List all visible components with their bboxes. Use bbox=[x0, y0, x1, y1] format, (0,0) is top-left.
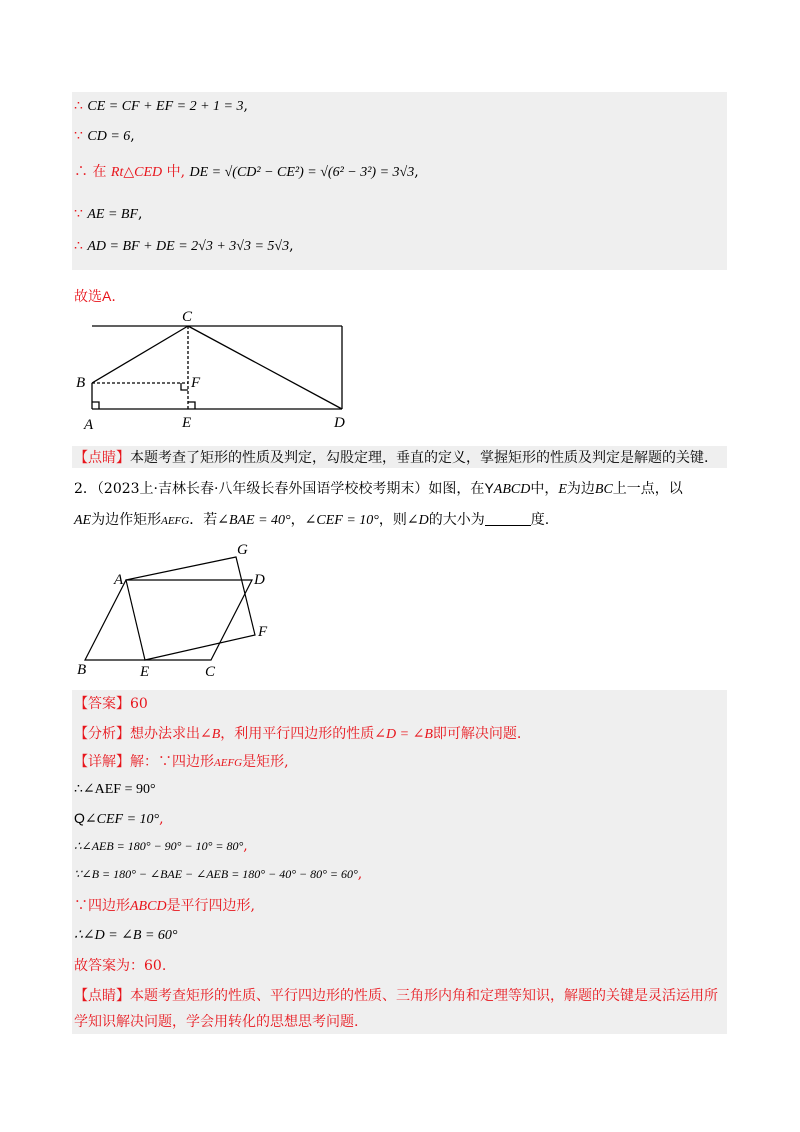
text: 是矩形, bbox=[242, 754, 289, 770]
detail-tag: 【详解】 bbox=[74, 754, 130, 770]
detail-line-3 bbox=[74, 808, 164, 830]
choice-text: 故选 bbox=[74, 289, 102, 305]
triangle-ced: Rt△CED bbox=[110, 165, 163, 180]
text: 上一点，以 bbox=[612, 481, 683, 497]
text: 为边作矩形 bbox=[91, 512, 162, 528]
therefore-symbol: ∴ bbox=[74, 98, 83, 114]
detail-line-7 bbox=[74, 926, 178, 946]
text-zhong: 中, bbox=[166, 164, 186, 180]
review-2-line-1 bbox=[74, 986, 718, 1006]
analysis-line bbox=[74, 724, 521, 745]
final-answer: 故答案为：60. bbox=[74, 958, 167, 974]
answer-value: 60 bbox=[130, 696, 148, 712]
text: 是平行四边形, bbox=[166, 898, 256, 914]
solution-line-1 bbox=[74, 96, 248, 117]
text-zai: 在 bbox=[92, 164, 107, 180]
text: 即可解决问题. bbox=[432, 726, 522, 742]
therefore-symbol: ∴ bbox=[74, 238, 83, 254]
text: 为边 bbox=[566, 481, 595, 497]
angle-cef: ∠CEF = 10° bbox=[84, 812, 160, 827]
detail-line-4 bbox=[74, 836, 248, 856]
answer-blank bbox=[485, 511, 531, 526]
rectangle-aefg bbox=[126, 557, 255, 660]
text: ，则 bbox=[378, 512, 407, 528]
detail-line-1 bbox=[74, 752, 289, 773]
review-tag: 【点睛】 bbox=[74, 988, 130, 1004]
math-angle-b: ∠B bbox=[200, 727, 221, 742]
math-angle-cef: ∠CEF = 10° bbox=[304, 513, 379, 528]
answer-line bbox=[74, 694, 148, 714]
angle-aeb: ∴∠AEB = 180° − 90° − 10° = 80° bbox=[74, 839, 244, 853]
equation-ad: AD = BF + DE = 2√3 + 3√3 = 5√3 bbox=[87, 239, 290, 254]
equation-de: DE = √(CD² − CE²) = √(6² − 3²) = 3√3 bbox=[189, 165, 415, 180]
solution-line-2 bbox=[74, 126, 135, 147]
label-a: A bbox=[114, 572, 124, 588]
solution-line-4 bbox=[74, 204, 142, 225]
math-angle-d: ∠D bbox=[406, 513, 429, 528]
label-e: E bbox=[182, 415, 192, 431]
detail-line-6 bbox=[74, 896, 255, 917]
detail-line-5 bbox=[74, 864, 362, 884]
label-e: E bbox=[140, 664, 150, 680]
review-1 bbox=[74, 448, 708, 468]
text: ，利用平行四边形的性质 bbox=[220, 726, 375, 742]
review-text: 本题考查了矩形的性质及判定，勾股定理，垂直的定义，掌握矩形的性质及判定是解题的关键. bbox=[130, 450, 709, 466]
equation-cd: CD = 6 bbox=[87, 129, 131, 144]
solution-line-3 bbox=[74, 162, 419, 183]
figure-1 bbox=[74, 308, 350, 436]
because-symbol: ∵ bbox=[74, 128, 83, 144]
choice-value: A bbox=[102, 288, 112, 304]
parallelogram-symbol: Y bbox=[484, 480, 494, 496]
punct: , bbox=[289, 238, 294, 254]
review-tag: 【点睛】 bbox=[74, 450, 130, 466]
punct: , bbox=[243, 98, 248, 114]
question-2-line-2 bbox=[74, 510, 549, 531]
equation-ce: CE = CF + EF = 2 + 1 = 3 bbox=[87, 99, 244, 114]
punct: , bbox=[243, 838, 248, 854]
math-ae: AE bbox=[74, 513, 92, 528]
label-d: D bbox=[334, 415, 345, 431]
punct: , bbox=[357, 866, 363, 882]
label-f: F bbox=[191, 375, 201, 391]
math-e: E bbox=[558, 482, 567, 497]
review-text-1: 本题考查矩形的性质、平行四边形的性质、三角形内角和定理等知识，解题的关键是灵活运用所 bbox=[130, 988, 718, 1004]
math-angle-d-eq-b: ∠D = ∠B bbox=[374, 727, 433, 742]
math-aefg: AEFG bbox=[161, 515, 190, 527]
since-symbol: Q bbox=[74, 810, 85, 826]
text: 解：∵四边形 bbox=[130, 754, 214, 770]
equation-ae-bf: AE = BF bbox=[87, 207, 139, 222]
choice-line bbox=[74, 286, 116, 307]
punct: , bbox=[130, 128, 135, 144]
text: ∵四边形 bbox=[74, 898, 130, 914]
question-2-line-1 bbox=[74, 478, 683, 500]
therefore-symbol: ∴ bbox=[74, 164, 88, 180]
detail-line-2 bbox=[74, 780, 156, 800]
label-d: D bbox=[254, 572, 265, 588]
text: 的大小为 bbox=[428, 512, 485, 528]
review-2-line-2 bbox=[74, 1012, 358, 1032]
figure-2 bbox=[74, 540, 284, 680]
punct: , bbox=[138, 206, 143, 222]
figure-1-bg bbox=[74, 310, 348, 434]
punct: . bbox=[111, 289, 116, 305]
detail-line-8 bbox=[74, 956, 166, 976]
parallelogram-abcd bbox=[85, 580, 252, 660]
text: ．若 bbox=[189, 512, 218, 528]
label-c: C bbox=[205, 664, 216, 680]
label-g: G bbox=[237, 542, 248, 558]
answer-tag: 【答案】 bbox=[74, 696, 130, 712]
text: ， bbox=[290, 512, 305, 528]
label-b: B bbox=[77, 662, 87, 678]
solution-line-5 bbox=[74, 236, 294, 257]
math-abcd: ABCD bbox=[130, 899, 167, 914]
angle-aef: ∴∠AEF = 90° bbox=[74, 782, 156, 797]
question-2-intro: 2．（2023上·吉林长春·八年级长春外国语学校校考期末）如图，在 bbox=[74, 481, 485, 497]
review-text-2: 学知识解决问题，学会用转化的思想思考问题. bbox=[74, 1014, 359, 1030]
punct: , bbox=[414, 164, 419, 180]
text: 度. bbox=[530, 512, 550, 528]
label-a: A bbox=[84, 417, 94, 433]
math-bc: BC bbox=[594, 482, 613, 497]
text: 中， bbox=[530, 481, 559, 497]
label-f: F bbox=[258, 624, 268, 640]
text: 想办法求出 bbox=[130, 726, 200, 742]
angle-d-result: ∴∠D = ∠B = 60° bbox=[74, 928, 178, 943]
angle-b: ∵∠B = 180° − ∠BAE − ∠AEB = 180° − 40° − 80° = 60° bbox=[74, 867, 358, 881]
label-c: C bbox=[182, 309, 193, 325]
label-b: B bbox=[76, 375, 86, 391]
analysis-tag: 【分析】 bbox=[74, 726, 130, 742]
punct: , bbox=[159, 811, 164, 827]
math-aefg: AEFG bbox=[214, 757, 243, 769]
math-angle-bae: ∠BAE = 40° bbox=[217, 513, 291, 528]
math-abcd: ABCD bbox=[493, 482, 531, 497]
because-symbol: ∵ bbox=[74, 206, 83, 222]
